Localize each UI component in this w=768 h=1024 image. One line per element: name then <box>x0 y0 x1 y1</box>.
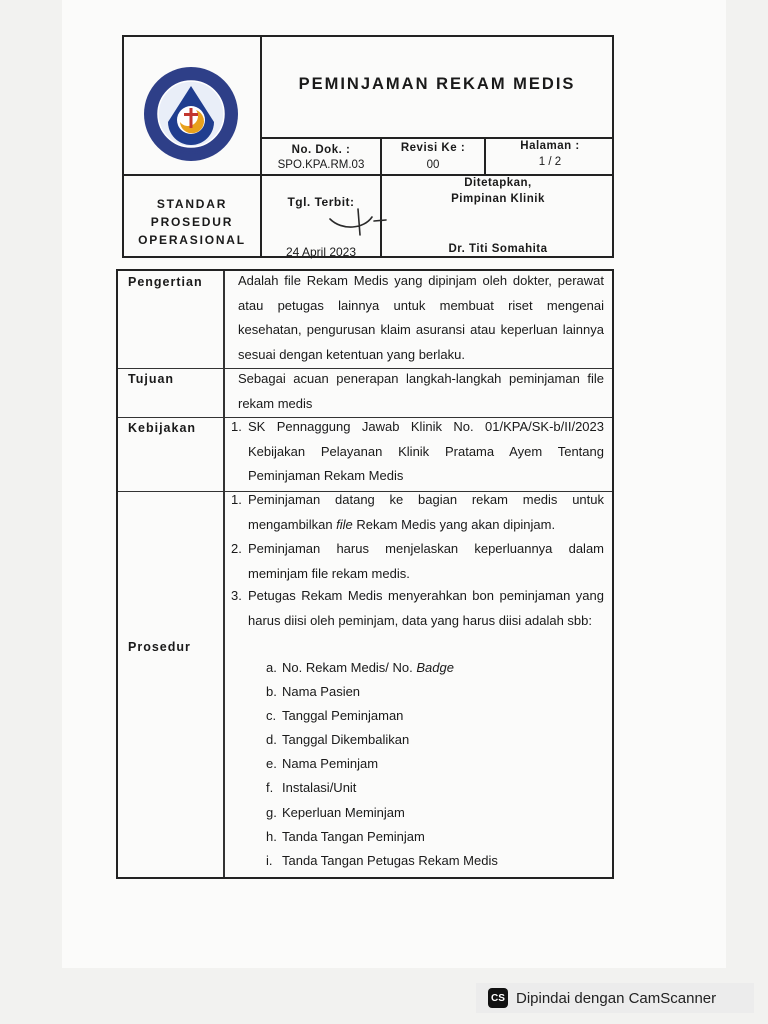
tgl-terbit-value: 24 April 2023 <box>285 245 357 259</box>
kebijakan-item <box>231 415 604 489</box>
spo-line-3: OPERASIONAL <box>138 233 246 247</box>
data-field-item: c. Tanggal Peminjaman <box>266 708 404 723</box>
no-dok-label: No. Dok. : <box>291 144 351 156</box>
revisi-label: Revisi Ke : <box>400 142 466 154</box>
item-number: 2. <box>231 541 242 556</box>
data-field-item: d. Tanggal Dikembalikan <box>266 732 410 747</box>
data-field-item: f. Instalasi/Unit <box>266 780 357 795</box>
document-title: PEMINJAMAN REKAM MEDIS <box>298 75 576 93</box>
data-field-item: i. Tanda Tangan Petugas Rekam Medis <box>266 853 498 868</box>
item-text: Petugas Rekam Medis menyerahkan bon peminjaman yang harus diisi oleh peminjam, data yang harus diisi adalah sbb: <box>248 588 604 628</box>
camscanner-text: Dipindai dengan CamScanner <box>516 989 717 1007</box>
item-text: Peminjaman datang ke bagian rekam medis untuk mengambilkan file Rekam Medis yang akan dipinjam. <box>248 492 604 532</box>
pimpinan-label: Pimpinan Klinik <box>451 193 545 205</box>
item-number: 3. <box>231 588 242 603</box>
document-header <box>122 35 614 258</box>
spo-line-1: STANDAR <box>156 197 228 211</box>
item-number: 1. <box>231 492 242 507</box>
prosedur-label: Prosedur <box>128 640 191 654</box>
kebijakan-label: Kebijakan <box>128 421 197 435</box>
data-field-item: h. Tanda Tangan Peminjam <box>266 829 425 844</box>
item-number: 1. <box>231 419 242 434</box>
data-field-item: g. Keperluan Meminjam <box>266 805 405 820</box>
no-dok-value: SPO.KPA.RM.03 <box>277 159 365 171</box>
pengertian-label: Pengertian <box>128 275 203 289</box>
clinic-logo-icon <box>136 62 246 172</box>
spo-line-2: PROSEDUR <box>150 215 234 229</box>
revisi-value: 00 <box>426 159 440 171</box>
item-text: SK Pennaggung Jawab Klinik No. 01/KPA/SK-b/II/2023 Kebijakan Pelayanan Klinik Pratama Ayem Tentang Peminjaman Rekam Medis <box>248 419 604 483</box>
signer-name: Dr. Titi Somahita <box>448 243 548 255</box>
data-field-item: b. Nama Pasien <box>266 684 361 699</box>
ditetapkan-label: Ditetapkan, <box>464 177 532 189</box>
spo-label <box>124 195 260 249</box>
prosedur-item <box>231 537 604 586</box>
pengertian-text: Adalah file Rekam Medis yang dipinjam oleh dokter, perawat atau petugas lainnya untuk membuat riset mengenai kesehatan, pengurusan klaim asuransi atau keperluan lainnya sesuai dengan ketentuan yang berlaku. <box>238 273 604 362</box>
prosedur-item <box>231 488 604 537</box>
tgl-terbit-label: Tgl. Terbit: <box>287 195 355 209</box>
data-field-item: e. Nama Peminjam <box>266 756 379 771</box>
halaman-value: 1 / 2 <box>538 156 562 168</box>
logo-cell <box>124 37 260 174</box>
item-text: Peminjaman harus menjelaskan keperluannya dalam meminjam file rekam medis. <box>248 541 604 581</box>
prosedur-item <box>231 584 604 633</box>
halaman-label: Halaman : <box>520 140 580 152</box>
camscanner-icon: CS <box>488 988 508 1008</box>
tujuan-label: Tujuan <box>128 372 175 386</box>
camscanner-watermark <box>476 983 754 1013</box>
tujuan-text: Sebagai acuan penerapan langkah-langkah peminjaman file rekam medis <box>238 371 604 411</box>
column-divider <box>223 271 225 877</box>
data-field-item: a. No. Rekam Medis/ No. Badge <box>266 660 454 675</box>
signature-mark <box>324 205 396 239</box>
